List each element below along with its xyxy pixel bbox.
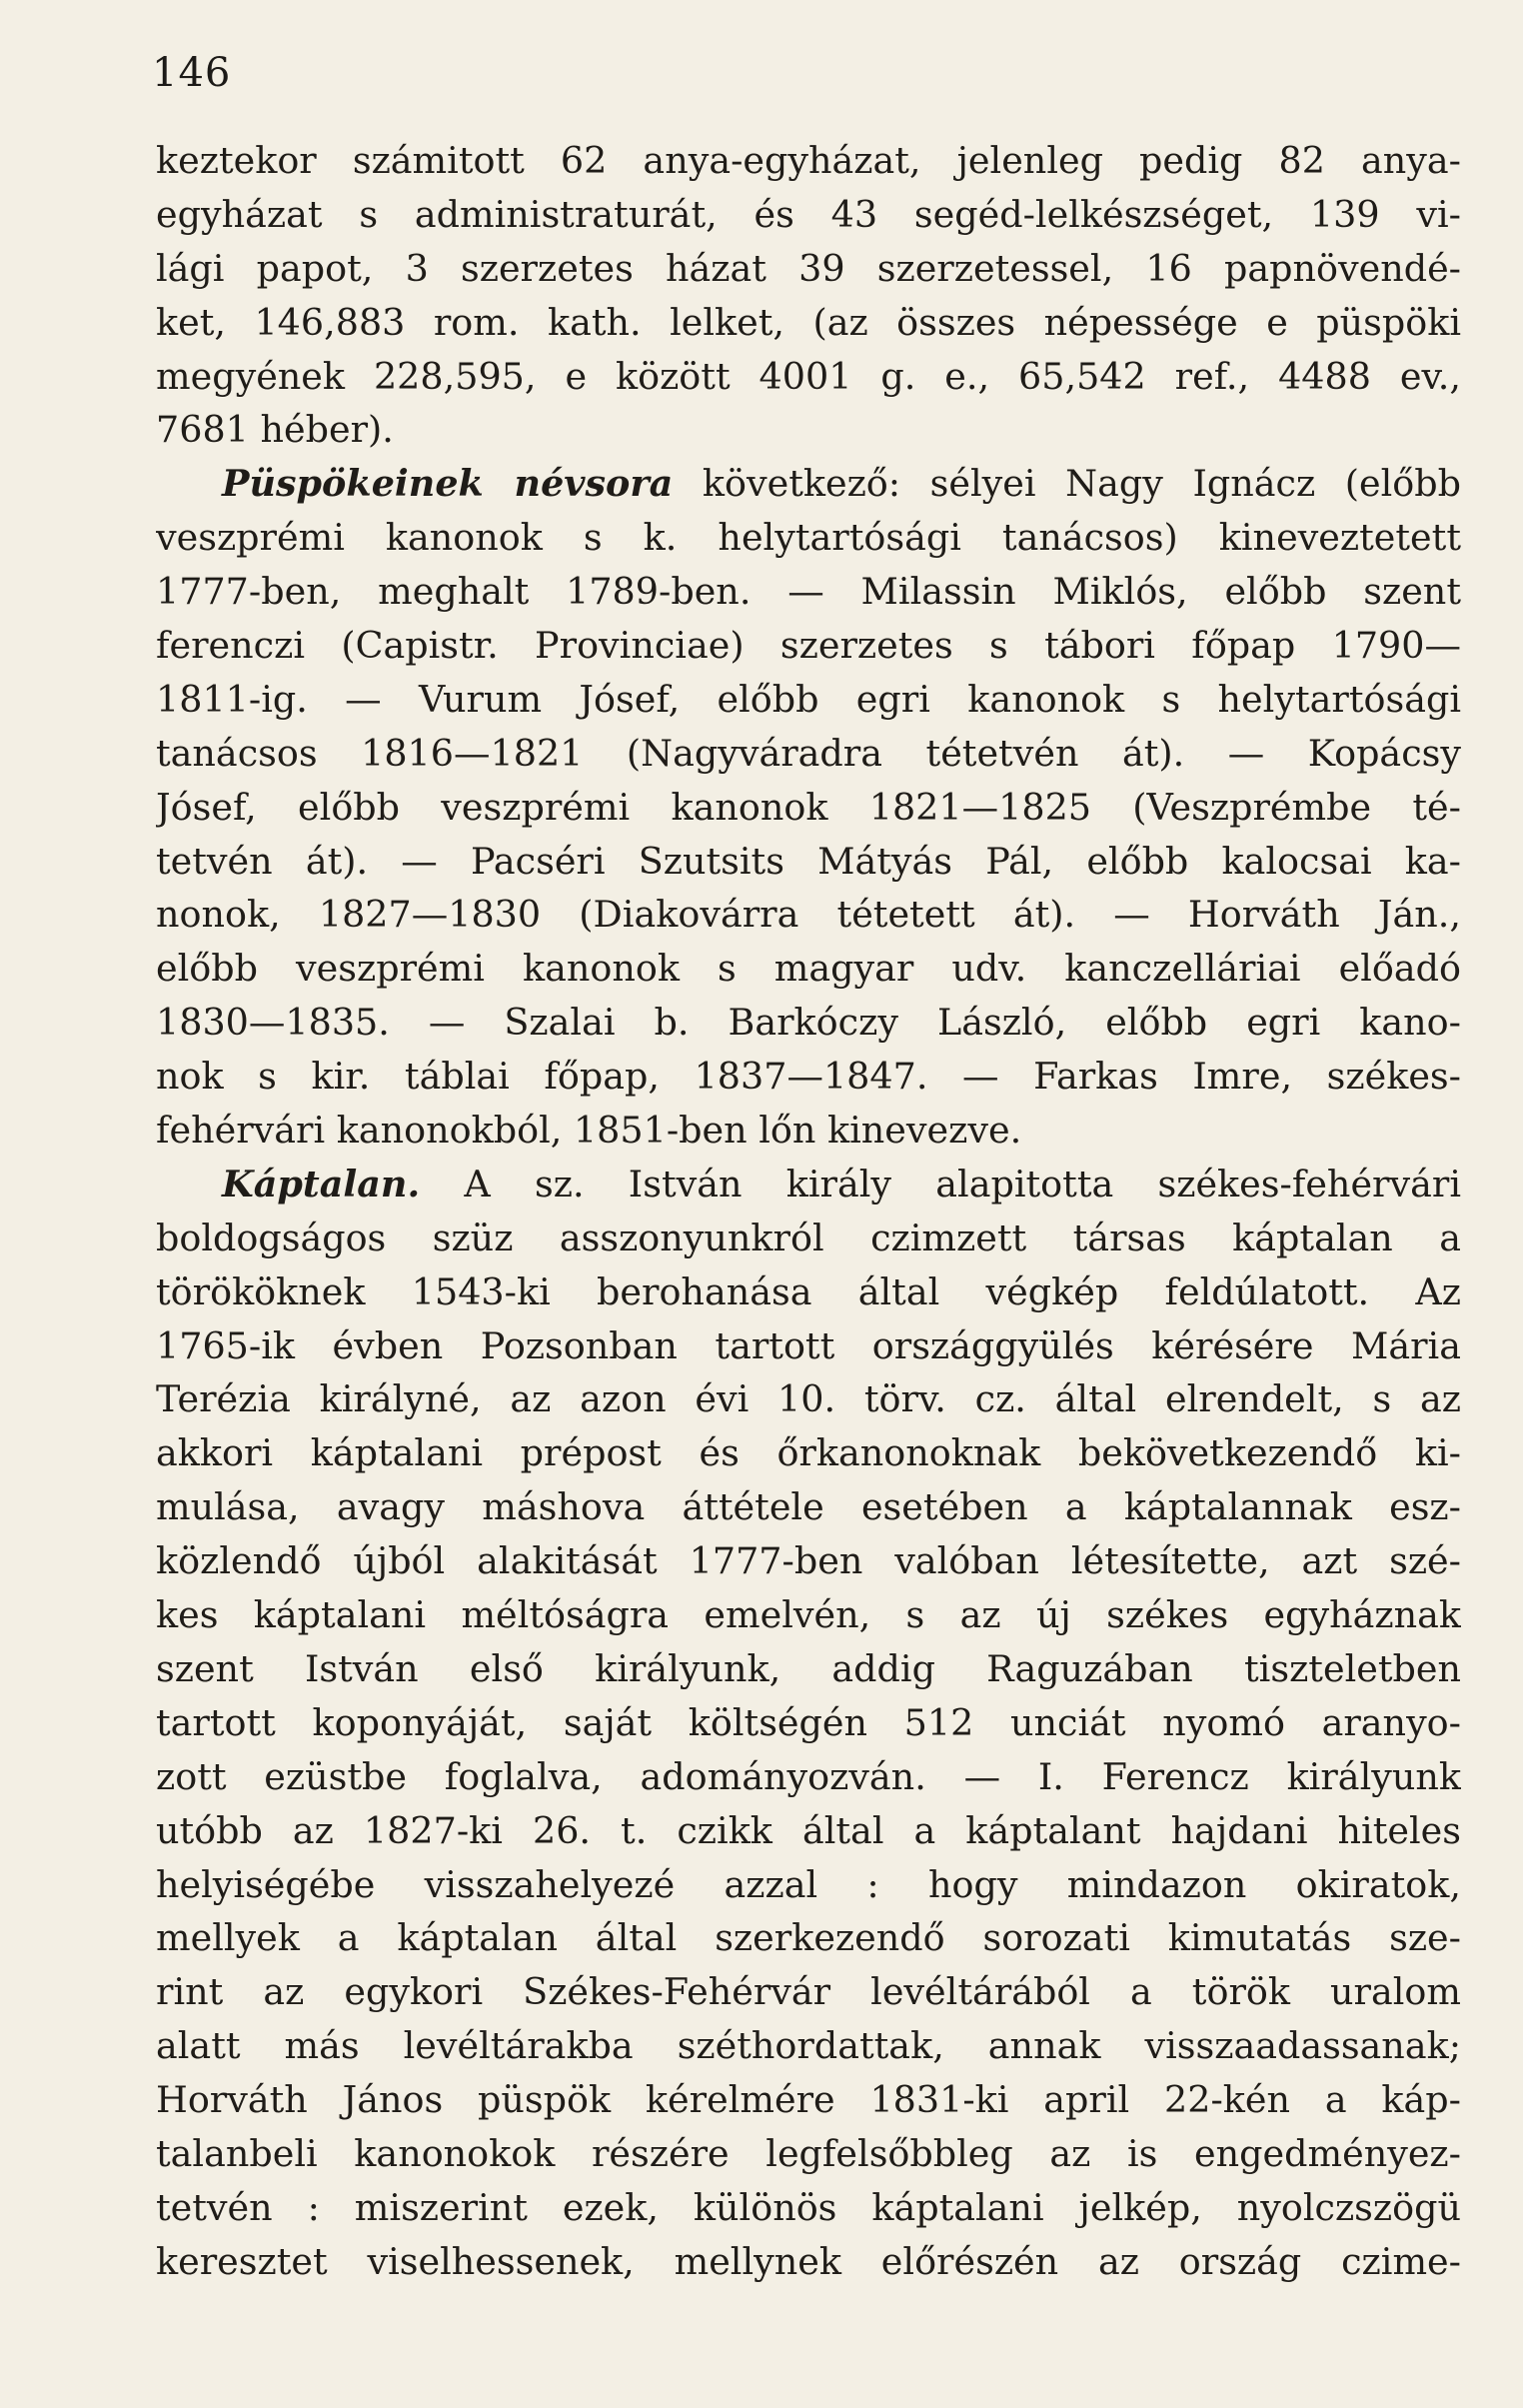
line-text: tetvén át). — Pacséri Szutsits Mátyás Pál, előbb kalocsai ka- <box>156 839 1461 883</box>
line-text: tetvén : miszerint ezek, különös káptalani jelkép, nyolczszögü <box>156 2185 1461 2229</box>
line-text: ferenczi (Capistr. Provinciae) szerzetes s tábori főpap 1790— <box>156 624 1461 668</box>
body-text <box>156 134 1461 2289</box>
text-line <box>156 2127 1461 2181</box>
line-text: következő: sélyei Nagy Ignácz (előbb <box>673 462 1461 506</box>
line-text: egyházat s administraturát, és 43 segéd-lelkészséget, 139 vi- <box>156 192 1461 236</box>
text-line <box>156 188 1461 242</box>
text-line <box>156 2019 1461 2073</box>
line-text: kes káptalani méltóságra emelvén, s az új székes egyháznak <box>156 1593 1461 1637</box>
line-text: A sz. István király alapitotta székes-fehérvári <box>420 1162 1461 1205</box>
line-text: nonok, 1827—1830 (Diakovárra tétetett át). — Horváth Ján., <box>156 893 1461 937</box>
text-line <box>156 888 1461 942</box>
line-text: boldogságos szüz asszonyunkról czimzett társas káptalan a <box>156 1215 1461 1259</box>
line-text: 1830—1835. — Szalai b. Barkóczy László, előbb egri kano- <box>156 1001 1461 1045</box>
line-text: 1777-ben, meghalt 1789-ben. — Milassin Miklós, előbb szent <box>156 570 1461 614</box>
line-text: zott ezüstbe foglalva, adományozván. — I. Ferencz királyunk <box>156 1754 1461 1798</box>
line-text: rint az egykori Székes-Fehérvár levéltárából a török uralom <box>156 1970 1461 2014</box>
text-line <box>156 350 1461 404</box>
line-text: törököknek 1543-ki berohanása által végkép feldúlatott. Az <box>156 1269 1461 1313</box>
line-text: talanbeli kanonokok részére legfelsőbbleg az is engedményez- <box>156 2131 1461 2175</box>
line-text: alatt más levéltárakba széthordattak, annak visszaadassanak; <box>156 2024 1461 2068</box>
line-text: fehérvári kanonokból, 1851-ben lőn kinevezve. <box>156 1109 1022 1153</box>
line-text: mellyek a káptalan által szerkezendő sorozati kimutatás sze- <box>156 1916 1461 1960</box>
line-text: nok s kir. táblai főpap, 1837—1847. — Farkas Imre, székes- <box>156 1055 1461 1099</box>
line-text: Horváth János püspök kérelmére 1831-ki april 22-kén a káp- <box>156 2078 1461 2122</box>
text-line <box>156 727 1461 781</box>
text-line <box>156 781 1461 835</box>
line-text: keresztet viselhessenek, mellynek előrészén az ország czime- <box>156 2239 1461 2283</box>
line-text: akkori káptalani prépost és őrkanonoknak bekövetkezendő ki- <box>156 1431 1461 1475</box>
text-line <box>156 1372 1461 1426</box>
text-line <box>156 1965 1461 2019</box>
text-line <box>156 835 1461 889</box>
text-line <box>156 457 1461 511</box>
section-heading: Püspökeinek névsora <box>222 462 674 506</box>
text-line <box>156 1319 1461 1373</box>
text-line <box>156 1911 1461 1965</box>
text-line <box>156 2181 1461 2235</box>
line-text: közlendő újból alakitását 1777-ben valóban létesítette, azt szé- <box>156 1539 1461 1583</box>
line-text: utóbb az 1827-ki 26. t. czikk által a káptalant hajdani hiteles <box>156 1808 1461 1852</box>
text-line <box>156 619 1461 673</box>
text-line <box>156 1804 1461 1858</box>
text-line <box>156 1426 1461 1480</box>
text-line <box>156 1642 1461 1696</box>
text-line <box>156 1158 1461 1211</box>
text-line <box>156 1211 1461 1265</box>
line-text: ket, 146,883 rom. kath. lelket, (az összes népessége e püspöki <box>156 300 1461 344</box>
line-text: szent István első királyunk, addig Raguzában tiszteletben <box>156 1646 1461 1690</box>
line-text: 7681 héber). <box>156 408 394 452</box>
line-text: előbb veszprémi kanonok s magyar udv. kanczelláriai előadó <box>156 947 1461 991</box>
text-line <box>156 1050 1461 1104</box>
text-line <box>156 2073 1461 2127</box>
text-line <box>156 1858 1461 1912</box>
line-text: tanácsos 1816—1821 (Nagyváradra tétetvén át). — Kopácsy <box>156 731 1461 775</box>
page-number: 146 <box>152 50 232 96</box>
line-text: lági papot, 3 szerzetes házat 39 szerzetessel, 16 papnövendé- <box>156 246 1461 290</box>
text-line <box>156 673 1461 727</box>
text-line <box>156 134 1461 188</box>
text-line <box>156 1265 1461 1319</box>
text-line <box>156 942 1461 996</box>
line-text: veszprémi kanonok s k. helytartósági tanácsos) kineveztetett <box>156 516 1461 560</box>
text-line <box>156 996 1461 1050</box>
text-line <box>156 511 1461 565</box>
text-line <box>156 403 1461 457</box>
line-text: keztekor számitott 62 anya-egyházat, jelenleg pedig 82 anya- <box>156 139 1461 182</box>
line-text: Jósef, előbb veszprémi kanonok 1821—1825 (Veszprémbe té- <box>156 785 1461 829</box>
line-text: tartott koponyáját, saját költségén 512 unciát nyomó aranyo- <box>156 1700 1461 1744</box>
text-line <box>156 242 1461 296</box>
line-text: 1765-ik évben Pozsonban tartott országgyülés kérésére Mária <box>156 1323 1461 1367</box>
text-line <box>156 296 1461 350</box>
text-line <box>156 1588 1461 1642</box>
text-line <box>156 1750 1461 1804</box>
text-line <box>156 2235 1461 2289</box>
text-line <box>156 565 1461 619</box>
line-text: Terézia királyné, az azon évi 10. törv. cz. által elrendelt, s az <box>156 1377 1461 1421</box>
text-line <box>156 1104 1461 1158</box>
text-line <box>156 1534 1461 1588</box>
section-heading: Káptalan. <box>222 1162 421 1205</box>
line-text: helyiségébe visszahelyezé azzal : hogy mindazon okiratok, <box>156 1862 1461 1906</box>
line-text: 1811-ig. — Vurum Jósef, előbb egri kanonok s helytartósági <box>156 677 1461 721</box>
text-line <box>156 1480 1461 1534</box>
line-text: megyének 228,595, e között 4001 g. e., 65,542 ref., 4488 ev., <box>156 354 1461 398</box>
line-text: mulása, avagy máshova áttétele esetében a káptalannak esz- <box>156 1485 1461 1529</box>
text-line <box>156 1696 1461 1750</box>
